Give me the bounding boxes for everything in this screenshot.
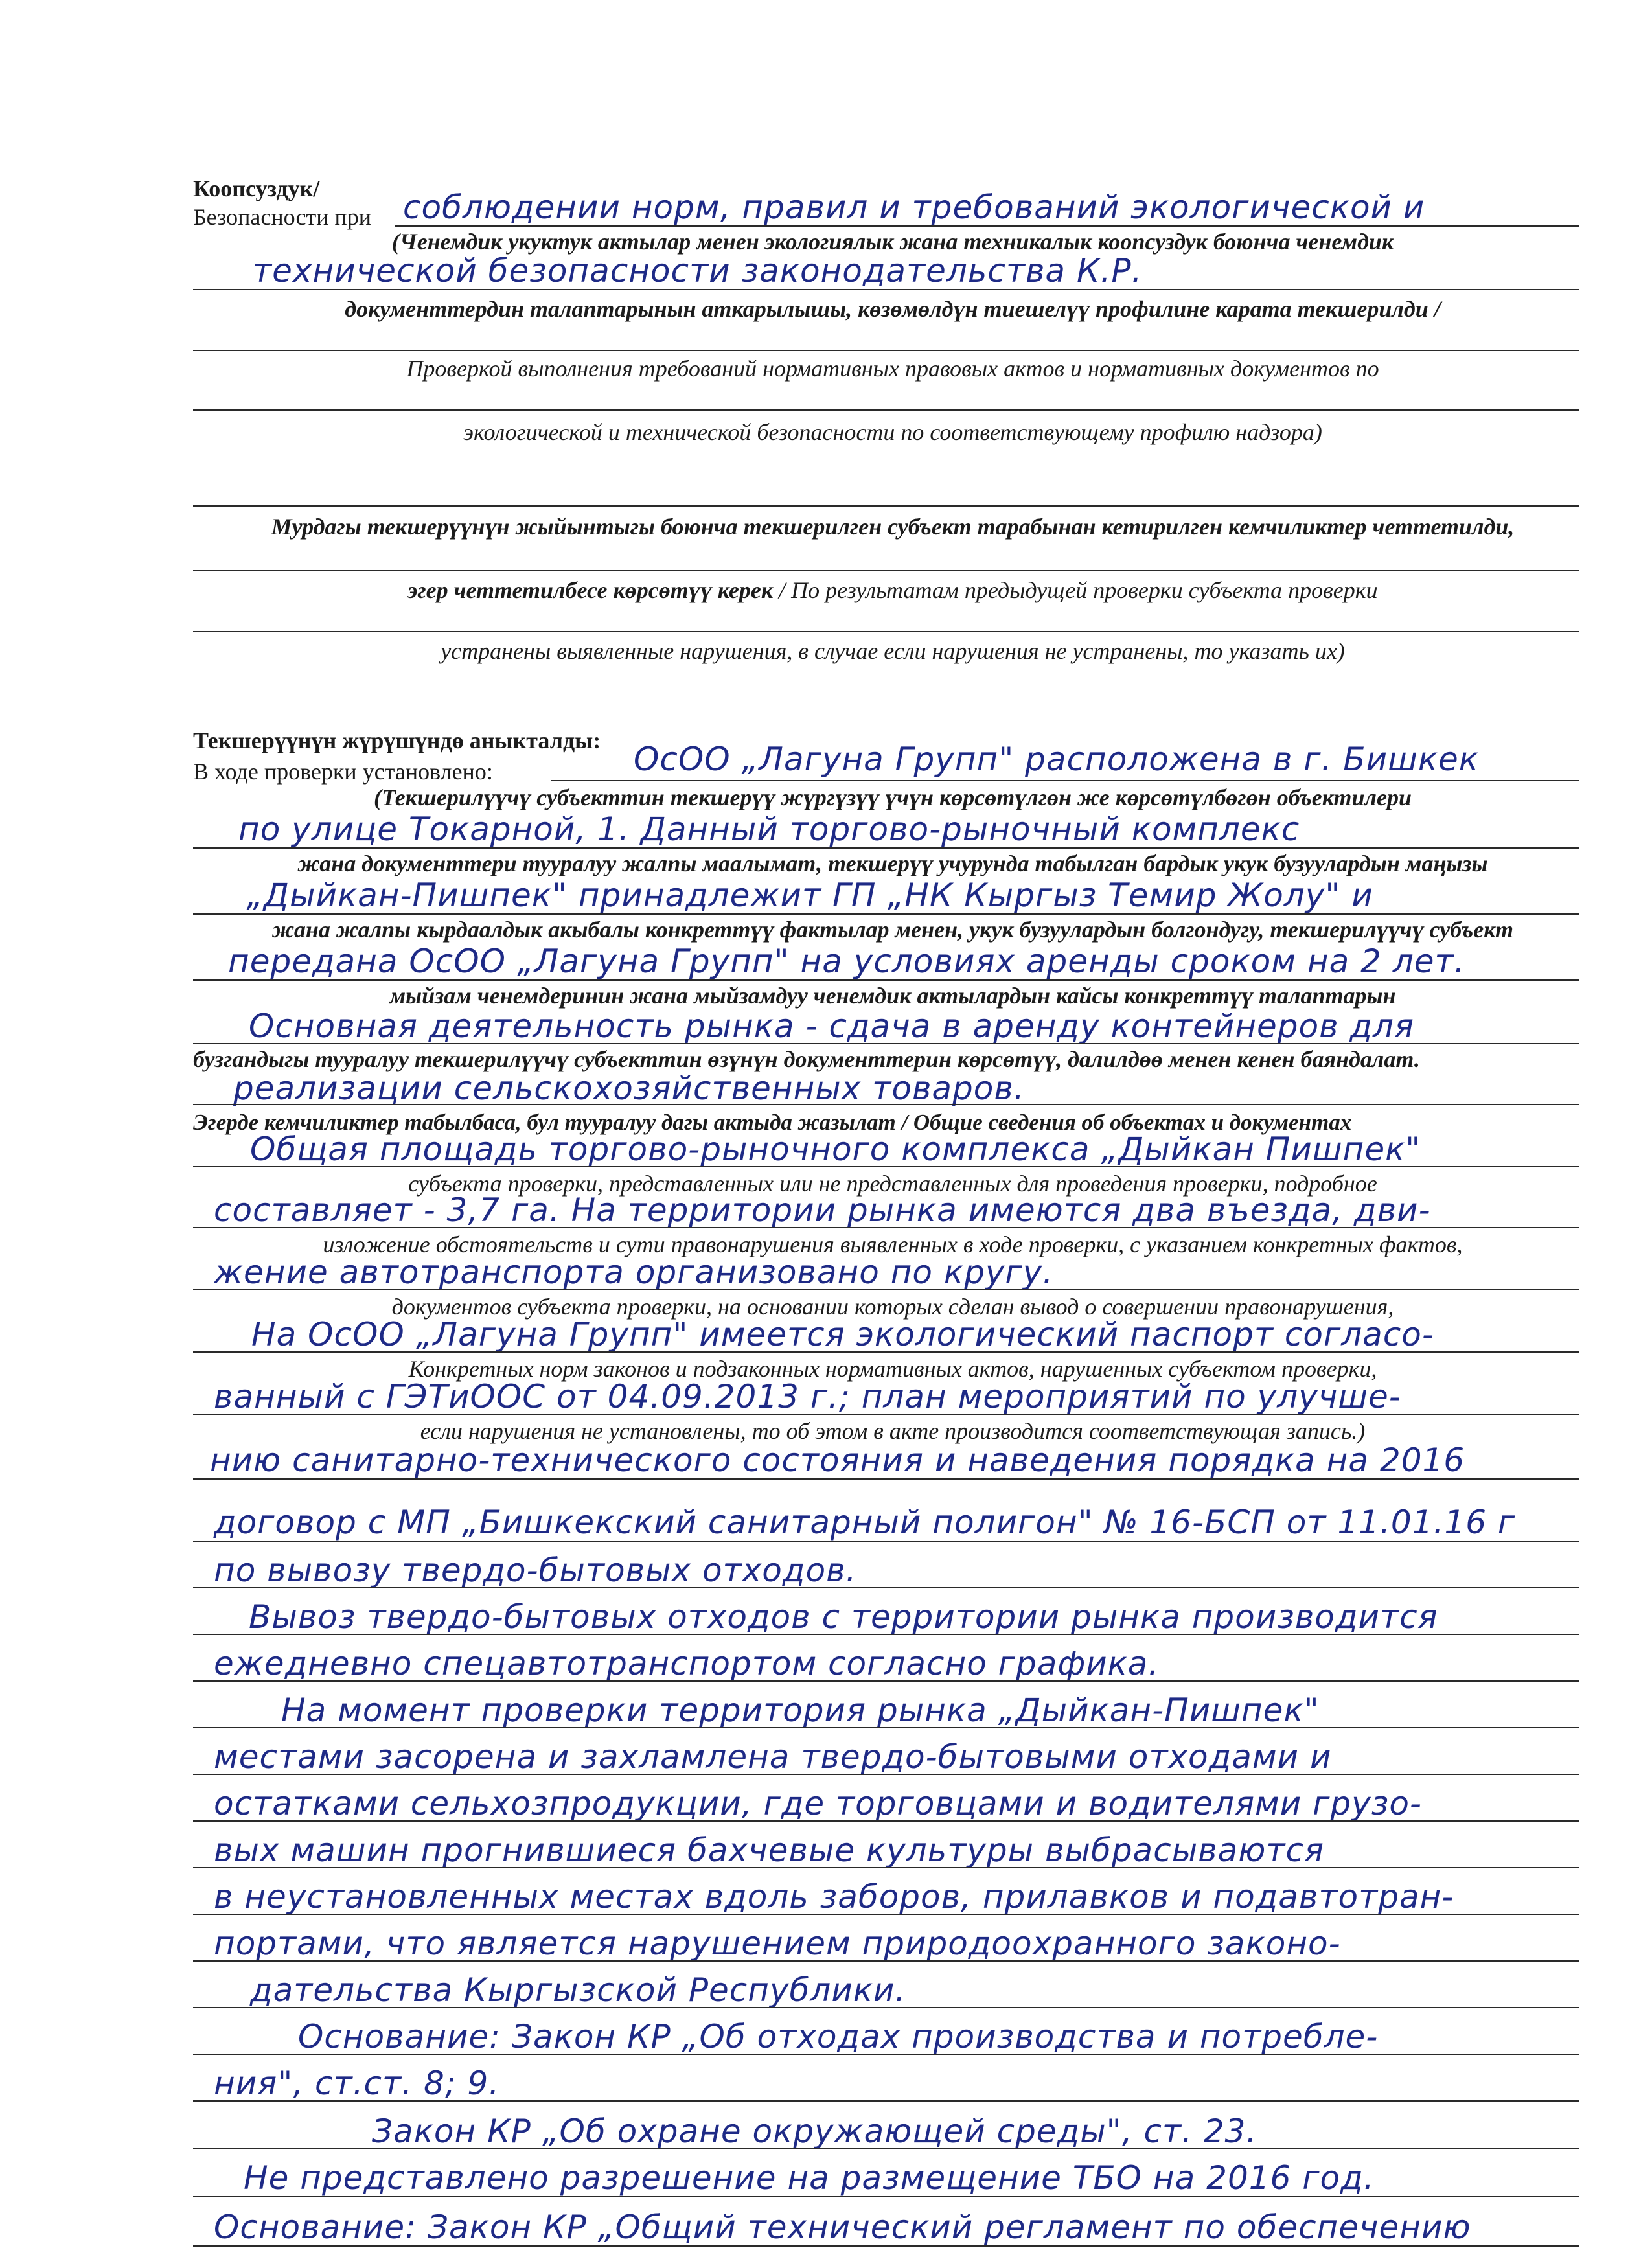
findings-caption-9: документов субъекта проверки, на основании которых сделан вывод о совершении правонарушения, <box>391 1294 1394 1320</box>
findings-handwritten-line-11: ванный с ГЭТиООС от 04.09.2013 г.; план мероприятий по улучше- <box>214 1378 1401 1415</box>
findings-handwritten-line-20: вых машин прогнившиеся бахчевые культуры выбрасываются <box>214 1831 1325 1869</box>
findings-handwritten-line-4: передана ОсОО „Лагуна Групп" на условиях аренды сроком на 2 лет. <box>228 943 1465 980</box>
findings-handwritten-line-23: дательства Кыргызской Республики. <box>250 1971 906 2009</box>
safety-handwritten-line-1: соблюдении норм, правил и требований экологической и <box>403 189 1425 226</box>
findings-handwritten-line-5: Основная деятельность рынка - сдача в аренду контейнеров для <box>249 1007 1415 1045</box>
findings-handwritten-line-15: Вывоз твердо-бытовых отходов с территории рынка производится <box>249 1598 1438 1636</box>
fill-rule <box>193 1289 1579 1290</box>
fill-rule <box>193 2245 1579 2247</box>
fill-rule <box>193 979 1579 981</box>
fill-rule <box>193 1227 1579 1228</box>
fill-rule <box>193 1541 1579 1542</box>
fill-rule <box>193 2196 1579 2197</box>
findings-handwritten-line-2: по улице Токарной, 1. Данный торгово-рыночный комплекс <box>238 810 1300 848</box>
findings-handwritten-line-10: На ОсОО „Лагуна Групп" имеется экологический паспорт согласо- <box>251 1316 1434 1353</box>
findings-handwritten-line-25: ния", ст.ст. 8; 9. <box>214 2065 500 2102</box>
findings-handwritten-line-19: остатками сельхозпродукции, где торговцами и водителями грузо- <box>214 1785 1422 1822</box>
findings-handwritten-line-14: по вывозу твердо-бытовых отходов. <box>214 1552 857 1589</box>
fill-rule <box>193 1587 1579 1588</box>
fill-rule <box>193 2007 1579 2008</box>
findings-handwritten-line-6: реализации сельскохозяйственных товаров. <box>233 1070 1025 1107</box>
fill-rule <box>193 570 1579 571</box>
fill-rule <box>193 289 1579 290</box>
fill-rule <box>193 2054 1579 2055</box>
findings-handwritten-line-7: Общая площадь торгово-рыночного комплекса „Дыйкан Пишпек" <box>250 1130 1421 1168</box>
findings-caption-4: мыйзам ченемдеринин жана мыйзамдуу ченемдик актылардын кайсы конкреттүү талаптарын <box>389 983 1396 1009</box>
fill-rule <box>193 1727 1579 1728</box>
findings-handwritten-line-12: нию санитарно-технического состояния и наведения порядка на 2016 <box>210 1441 1465 1479</box>
findings-caption-5: бузгандыгы тууралуу текшерилүүчү субъекттин өзүнүн документтерин көрсөтүү, далилдөө менен кенен баяндалат. <box>193 1046 1420 1072</box>
findings-handwritten-line-21: в неустановленных местах вдоль заборов, прилавков и подавтотран- <box>214 1878 1454 1916</box>
findings-handwritten-line-27: Не представлено разрешение на размещение ТБО на 2016 год. <box>244 2159 1375 2197</box>
fill-rule <box>193 1820 1579 1822</box>
findings-caption-8: изложение обстоятельств и сути правонарушения выявленных в ходе проверки, с указанием конкретных фактов, <box>323 1231 1463 1257</box>
fill-rule <box>193 1351 1579 1353</box>
fill-rule <box>193 1867 1579 1868</box>
fill-rule <box>193 1914 1579 1915</box>
findings-handwritten-line-13: договор с МП „Бишкекский санитарный полигон" № 16-БСП от 11.01.16 г <box>214 1504 1516 1541</box>
findings-label: В ходе проверки установлено: <box>193 759 493 785</box>
previous-caption-3: устранены выявленные нарушения, в случае если нарушения не устранены, то указать их) <box>441 638 1345 664</box>
findings-caption-1: (Текшерилүүчү субъекттин текшерүү жүргүзүү үчүн көрсөтүлгөн же көрсөтүлбөгөн объектилери <box>374 785 1412 810</box>
fill-rule <box>551 780 1579 781</box>
findings-caption-6: Эгерде кемчиликтер табылбаса, бул тууралуу дагы актыда жазылат / Общие сведения об объектах и документах <box>193 1110 1352 1135</box>
fill-rule <box>193 1043 1579 1044</box>
findings-caption-2: жана документтери тууралуу жалпы маалымат, текшерүү учурунда табылган бардык укук бузуулардын маңызы <box>297 851 1488 876</box>
safety-caption-4: экологической и технической безопасности по соответствующему профилю надзора) <box>463 419 1322 445</box>
fill-rule <box>193 631 1579 632</box>
fill-rule <box>193 2148 1579 2149</box>
safety-caption-2: документтердин талаптарынын аткарылышы, көзөмөлдүн тиешелүү профилине карата текшерилди / <box>345 296 1441 322</box>
findings-caption-10: Конкретных норм законов и подзаконных нормативных актов, нарушенных субъектом проверки, <box>408 1356 1377 1382</box>
findings-handwritten-line-18: местами засорена и захламлена твердо-бытовыми отходами и <box>214 1738 1332 1776</box>
safety-caption-3: Проверкой выполнения требований нормативных правовых актов и нормативных документов по <box>406 356 1379 382</box>
fill-rule <box>193 350 1579 351</box>
fill-rule <box>193 505 1579 507</box>
safety-heading: Коопсуздук/ <box>193 176 320 201</box>
fill-rule <box>193 1104 1579 1105</box>
fill-rule <box>193 1774 1579 1775</box>
previous-caption-1: Мурдагы текшерүүнүн жыйынтыгы боюнча текшерилген субъект тарабынан кетирилген кемчиликтер четтетилди, <box>271 514 1515 540</box>
findings-caption-3: жана жалпы кырдаалдык акыбалы конкреттүү фактылар менен, укук бузуулардын болгондугу, текшерилүүчү субъект <box>272 917 1513 943</box>
findings-handwritten-line-24: Основание: Закон КР „Об отходах производства и потребле- <box>298 2018 1379 2056</box>
fill-rule <box>193 1960 1579 1962</box>
findings-handwritten-line-9: жение автотранспорта организовано по кругу. <box>214 1254 1054 1291</box>
findings-caption-7: субъекта проверки, представленных или не представленных для проведения проверки, подробное <box>408 1171 1377 1197</box>
previous-caption-2-bold: эгер четтетилбесе көрсөтүү керек <box>407 577 774 603</box>
findings-handwritten-line-16: ежедневно спецавтотранспортом согласно графика. <box>214 1645 1160 1682</box>
fill-rule <box>193 2100 1579 2102</box>
findings-handwritten-line-17: На момент проверки территория рынка „Дыйкан-Пишпек" <box>281 1691 1320 1729</box>
fill-rule <box>193 1166 1579 1167</box>
fill-rule <box>193 1478 1579 1480</box>
fill-rule <box>193 409 1579 411</box>
fill-rule <box>193 913 1579 915</box>
findings-handwritten-line-22: портами, что является нарушением природоохранного законо- <box>214 1925 1341 1962</box>
previous-caption-2-rest: / По результатам предыдущей проверки субъекта проверки <box>773 577 1378 603</box>
findings-handwritten-line-1: ОсОО „Лагуна Групп" расположена в г. Бишкек <box>634 740 1479 778</box>
fill-rule <box>193 1634 1579 1635</box>
fill-rule <box>193 1414 1579 1415</box>
findings-caption-11: если нарушения не установлены, то об этом в акте производится соответствующая запись.) <box>420 1418 1366 1444</box>
fill-rule <box>395 225 1579 227</box>
findings-handwritten-line-28: Основание: Закон КР „Общий технический регламент по обеспечению <box>214 2208 1471 2246</box>
findings-handwritten-line-8: составляет - 3,7 га. На территории рынка имеются два въезда, дви- <box>214 1191 1431 1229</box>
findings-handwritten-line-3: „Дыйкан-Пишпек" принадлежит ГП „НК Кыргыз Темир Жолу" и <box>246 876 1373 914</box>
safety-label: Безопасности при <box>193 204 371 230</box>
fill-rule <box>193 847 1579 849</box>
fill-rule <box>193 1680 1579 1682</box>
findings-heading: Текшерүүнүн жүрүшүндө аныкталды: <box>193 727 601 753</box>
previous-caption-2 <box>193 577 1592 604</box>
safety-handwritten-line-2: технической безопасности законодательства К.Р. <box>253 252 1143 290</box>
safety-caption-1: (Ченемдик укуктук актылар менен экологиялык жана техникалык коопсуздук боюнча ченемдик <box>391 229 1394 255</box>
findings-handwritten-line-26: Закон КР „Об охране окружающей среды", ст. 23. <box>372 2113 1257 2150</box>
